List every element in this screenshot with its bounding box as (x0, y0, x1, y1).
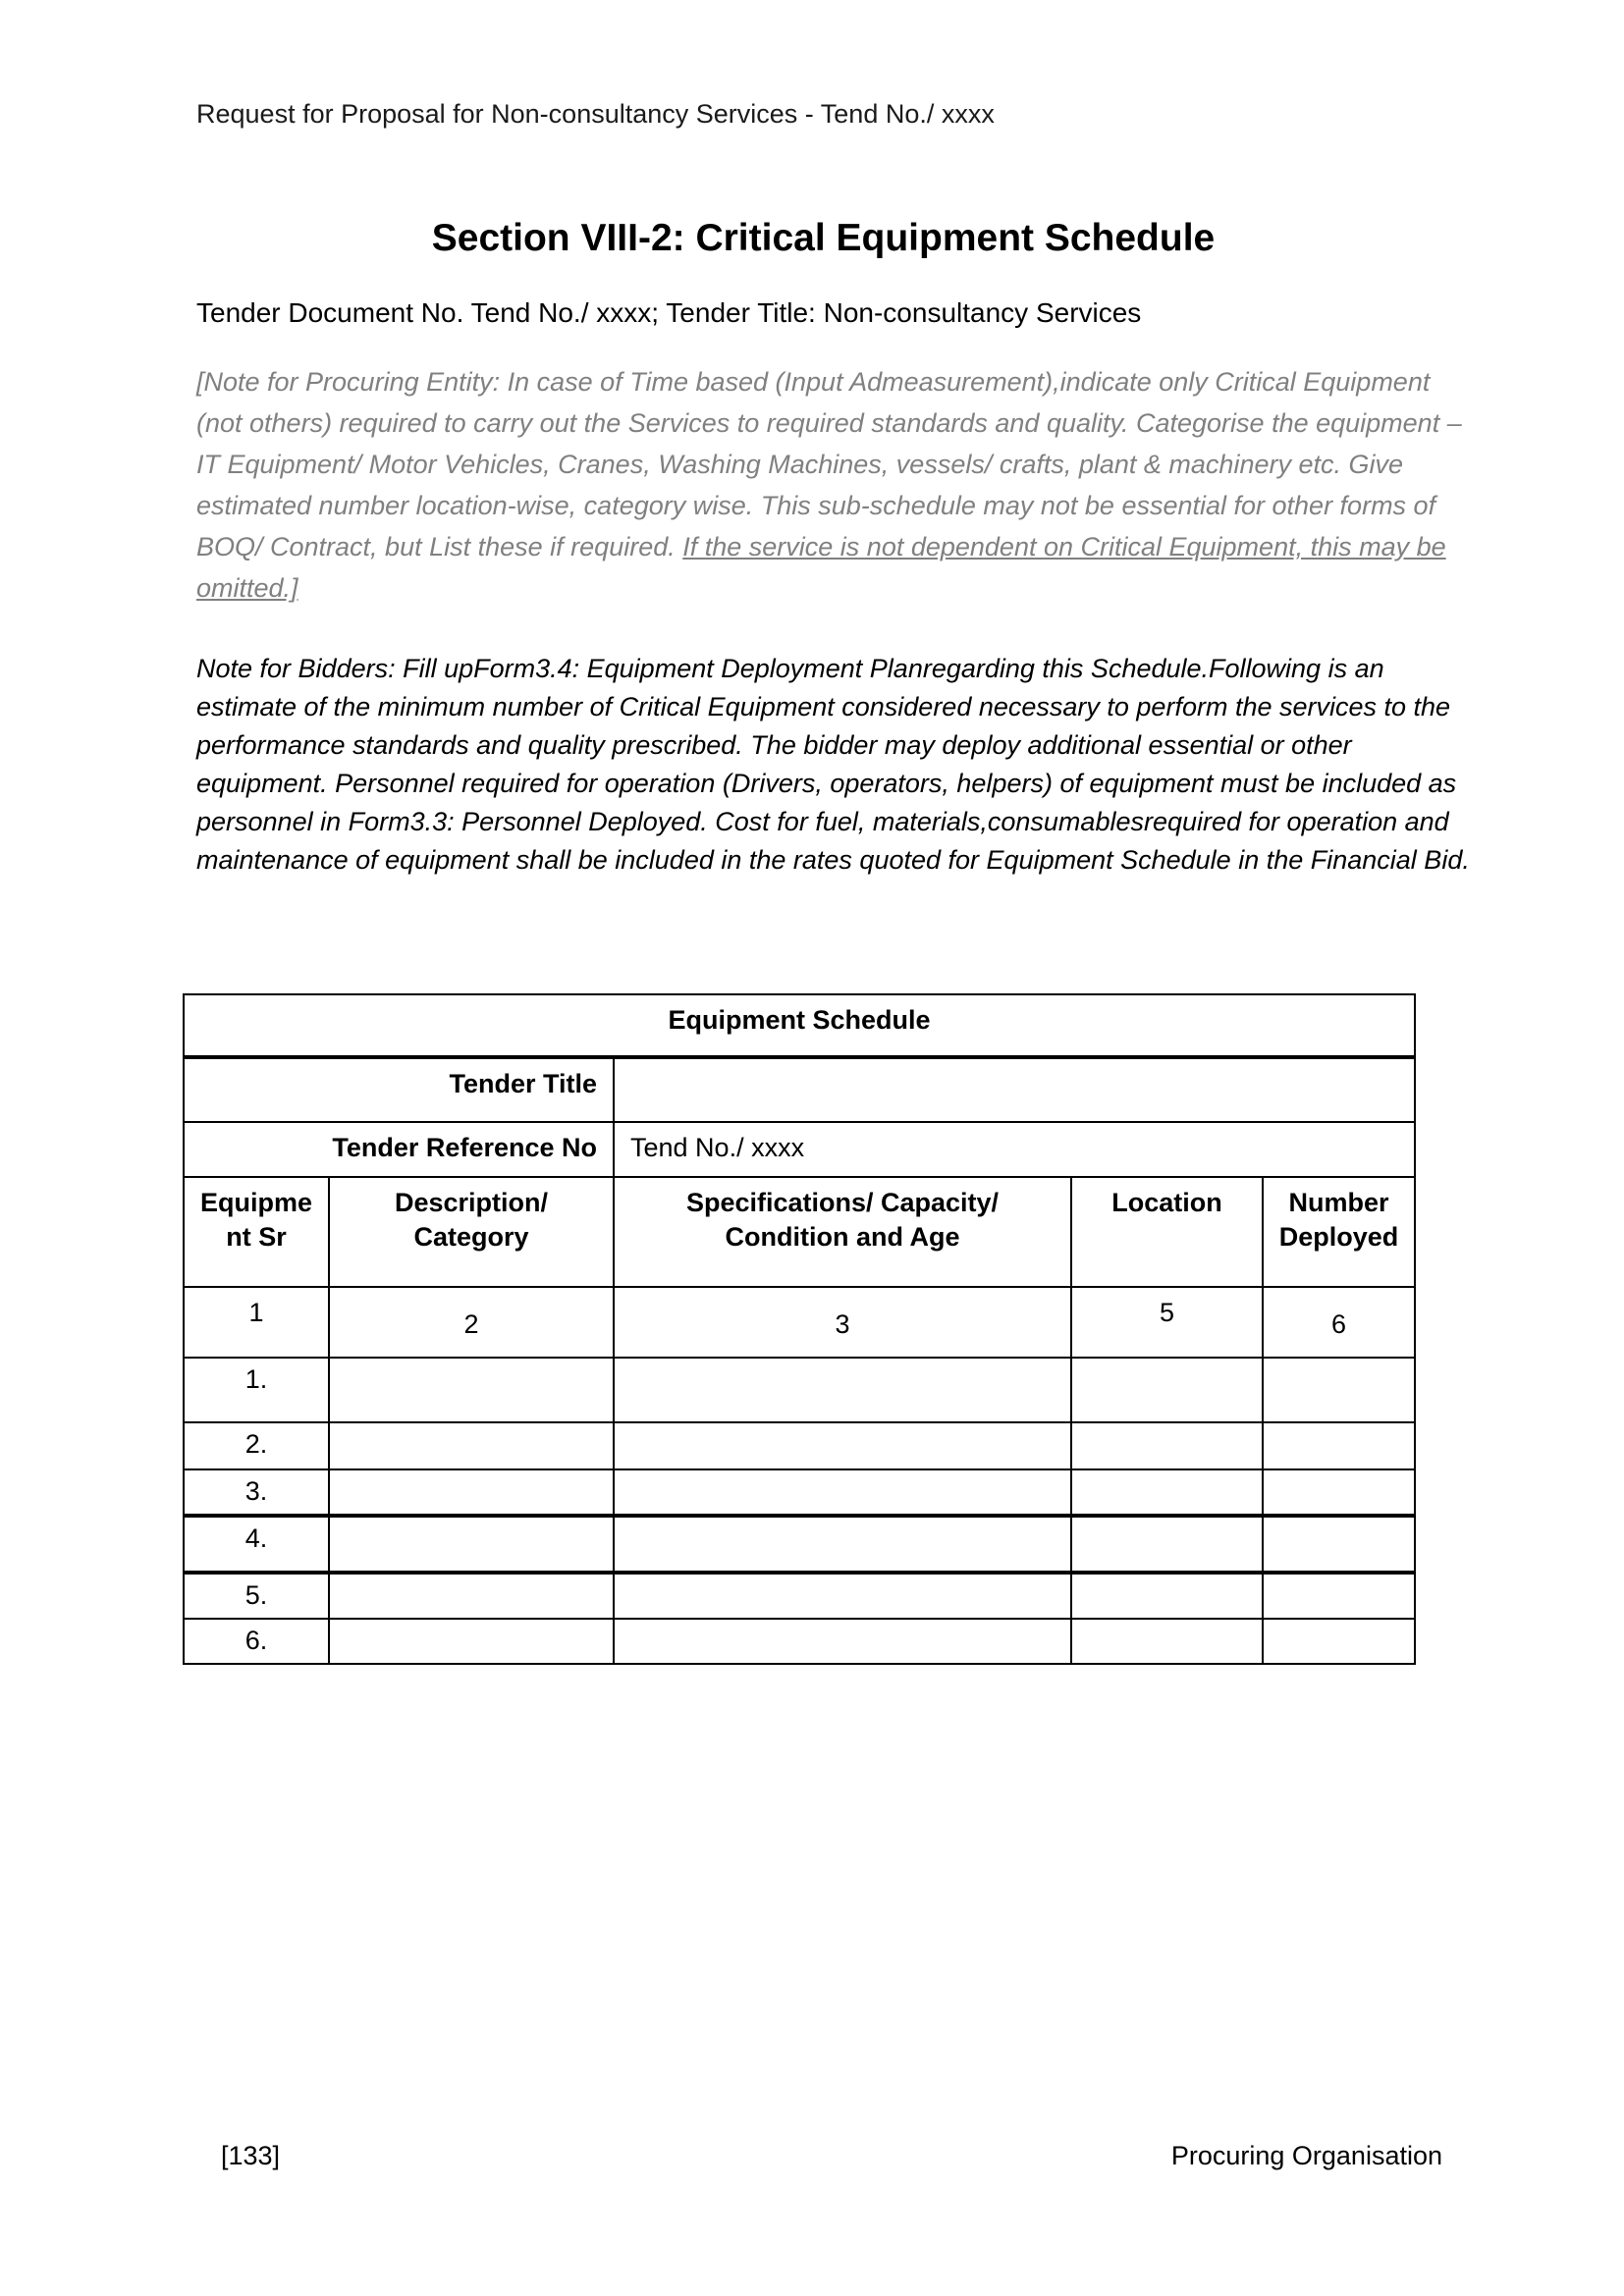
column-number-2: 2 (329, 1287, 614, 1358)
number-deployed-cell-empty (1263, 1573, 1415, 1619)
number-deployed-cell-empty (1263, 1469, 1415, 1516)
description-cell-empty (329, 1422, 614, 1469)
column-header-row (184, 1177, 1415, 1287)
location-cell-empty (1071, 1516, 1263, 1573)
column-number-6: 6 (1263, 1287, 1415, 1358)
equipment-sr-cell: 6. (184, 1619, 329, 1664)
equipment-row (184, 1469, 1415, 1516)
procuring-entity-note (196, 361, 1473, 609)
procuring-entity-note-underlined: If the service is not dependent on Critical Equipment, this may be omitted.] (196, 532, 1446, 603)
column-number-1: 1 (184, 1287, 329, 1358)
equipment-row (184, 1516, 1415, 1573)
equipment-sr-cell: 4. (184, 1516, 329, 1573)
tender-title-label: Tender Title (184, 1057, 614, 1122)
table-title-row (184, 994, 1415, 1057)
tender-title-row (184, 1057, 1415, 1122)
equipment-row (184, 1422, 1415, 1469)
specifications-cell-empty (614, 1422, 1071, 1469)
equipment-sr-cell: 2. (184, 1422, 329, 1469)
number-deployed-cell-empty (1263, 1422, 1415, 1469)
footer-organisation-label: Procuring Organisation (1170, 2141, 1442, 2170)
page-content (196, 0, 1470, 1665)
location-cell-empty (1071, 1619, 1263, 1664)
page-number: [133] (221, 2141, 281, 2170)
equipment-sr-cell: 1. (184, 1358, 329, 1422)
specifications-cell-empty (614, 1619, 1071, 1664)
column-header-number-deployed: Number Deployed (1263, 1177, 1415, 1287)
procuring-entity-note-body: [Note for Procuring Entity: In case of Time based (Input Admeasurement),indicate only Critical Equipment (not others) required to carry out the Services to required standards and quality. Categorise the equipment – IT Equipment/ Motor Vehicles, Cranes, Washing Machines, vessels/ crafts, plant & machinery etc. Give estimated number location-wise, category wise. This sub-schedule may not be essential for other forms of BOQ/ Contract, but List these if required. (196, 367, 1462, 561)
description-cell-empty (329, 1573, 614, 1619)
column-number-3: 3 (614, 1287, 1071, 1358)
equipment-sr-cell: 3. (184, 1469, 329, 1516)
tender-subtitle: Tender Document No. Tend No./ xxxx; Tender Title: Non-consultancy Services (196, 297, 1142, 328)
number-deployed-cell-empty (1263, 1516, 1415, 1573)
description-cell-empty (329, 1469, 614, 1516)
number-deployed-cell-empty (1263, 1619, 1415, 1664)
specifications-cell-empty (614, 1573, 1071, 1619)
bidders-note: Note for Bidders: Fill upForm3.4: Equipment Deployment Planregarding this Schedule.Following is an estimate of the minimum number of Critical Equipment considered necessary to perform the services to the performance standards and quality prescribed. The bidder may deploy additional essential or other equipment. Personnel required for operation (Drivers, operators, helpers) of equipment must be included as personnel in Form3.3: Personnel Deployed. Cost for fuel, materials,consumablesrequired for operation and maintenance of equipment shall be included in the rates quoted for Equipment Schedule in the Financial Bid. (196, 654, 1470, 875)
page-footer (221, 2140, 1442, 2171)
location-cell-empty (1071, 1422, 1263, 1469)
running-header: Request for Proposal for Non-consultancy Services - Tend No./ xxxx (196, 99, 995, 129)
specifications-cell-empty (614, 1469, 1071, 1516)
location-cell-empty (1071, 1358, 1263, 1422)
tender-reference-label: Tender Reference No (184, 1122, 614, 1177)
column-header-location: Location (1071, 1177, 1263, 1287)
description-cell-empty (329, 1619, 614, 1664)
column-header-equipment-sr: Equipment Sr (184, 1177, 329, 1287)
column-header-specifications: Specifications/ Capacity/ Condition and Age (614, 1177, 1071, 1287)
tender-title-value (614, 1057, 1415, 1122)
description-cell-empty (329, 1516, 614, 1573)
description-cell-empty (329, 1358, 614, 1422)
specifications-cell-empty (614, 1358, 1071, 1422)
tender-reference-row (184, 1122, 1415, 1177)
location-cell-empty (1071, 1469, 1263, 1516)
equipment-schedule-table (183, 993, 1416, 1665)
equipment-sr-cell: 5. (184, 1573, 329, 1619)
equipment-row (184, 1573, 1415, 1619)
location-cell-empty (1071, 1573, 1263, 1619)
specifications-cell-empty (614, 1516, 1071, 1573)
column-header-description: Description/ Category (329, 1177, 614, 1287)
section-title: Section VIII-2: Critical Equipment Schedule (431, 217, 1216, 259)
tender-reference-value: Tend No./ xxxx (614, 1122, 1415, 1177)
column-number-row (184, 1287, 1415, 1358)
column-number-5: 5 (1071, 1287, 1263, 1358)
equipment-row (184, 1619, 1415, 1664)
number-deployed-cell-empty (1263, 1358, 1415, 1422)
equipment-row (184, 1358, 1415, 1422)
table-title: Equipment Schedule (184, 994, 1415, 1057)
